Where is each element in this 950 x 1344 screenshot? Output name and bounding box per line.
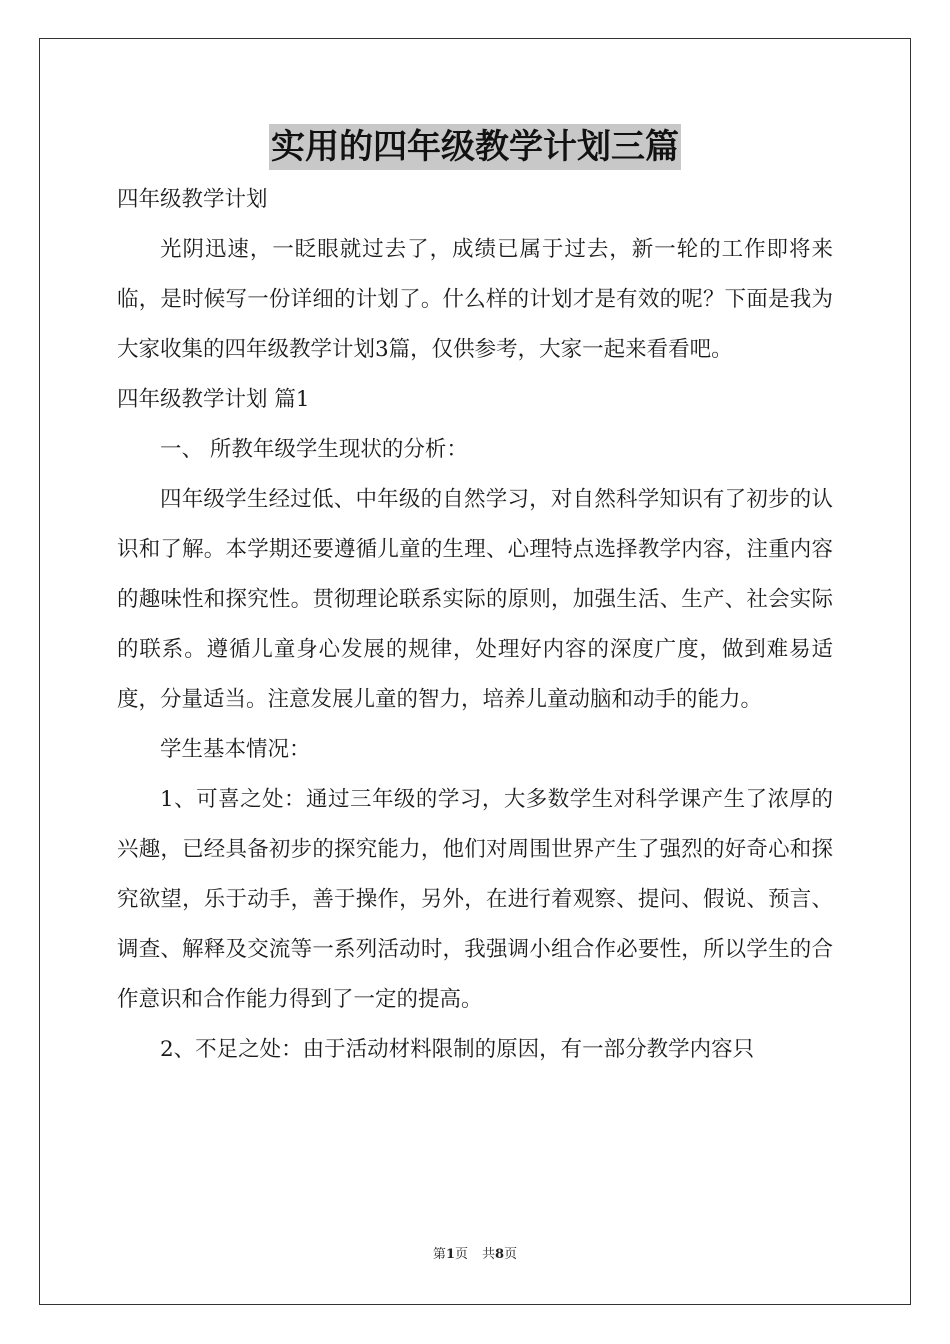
body-paragraph: 1、可喜之处：通过三年级的学习，大多数学生对科学课产生了浓厚的兴趣，已经具备初步的探究能力，他们对周围世界产生了强烈的好奇心和探究欲望，乐于动手，善于操作，另外，在进行着观察、提问、假说、预言、调查、解释及交流等一系列活动时，我强调小组合作必要性，所以学生的合作意识和合作能力得到了一定的提高。 [117, 787, 833, 1012]
document-title: 实用的四年级教学计划三篇 [269, 124, 681, 170]
document-body [117, 175, 833, 1075]
page-footer [0, 1246, 950, 1264]
title-area [0, 124, 950, 170]
total-prefix: 共 [482, 1247, 496, 1262]
section-heading: 四年级教学计划 篇1 [117, 387, 310, 412]
total-pages: 8 [495, 1247, 505, 1262]
section-heading: 四年级教学计划 [117, 187, 268, 212]
subsection-heading: 学生基本情况： [160, 737, 311, 762]
page-prefix: 第 [432, 1247, 446, 1262]
page-suffix: 页 [454, 1247, 468, 1262]
body-paragraph: 四年级学生经过低、中年级的自然学习，对自然科学知识有了初步的认识和了解。本学期还要遵循儿童的生理、心理特点选择教学内容，注重内容的趣味性和探究性。贯彻理论联系实际的原则，加强生活、生产、社会实际的联系。遵循儿童身心发展的规律，处理好内容的深度广度，做到难易适度，分量适当。注意发展儿童的智力，培养儿童动脑和动手的能力。 [117, 487, 833, 712]
intro-paragraph: 光阴迅速，一眨眼就过去了，成绩已属于过去，新一轮的工作即将来临，是时候写一份详细的计划了。什么样的计划才是有效的呢？下面是我为大家收集的四年级教学计划3篇，仅供参考，大家一起来看看吧。 [117, 237, 833, 362]
subsection-heading: 一、 所教年级学生现状的分析： [160, 437, 468, 462]
page-number: 1 [445, 1247, 455, 1262]
body-paragraph: 2、不足之处：由于活动材料限制的原因，有一部分教学内容只 [160, 1037, 755, 1062]
total-suffix: 页 [504, 1247, 518, 1262]
